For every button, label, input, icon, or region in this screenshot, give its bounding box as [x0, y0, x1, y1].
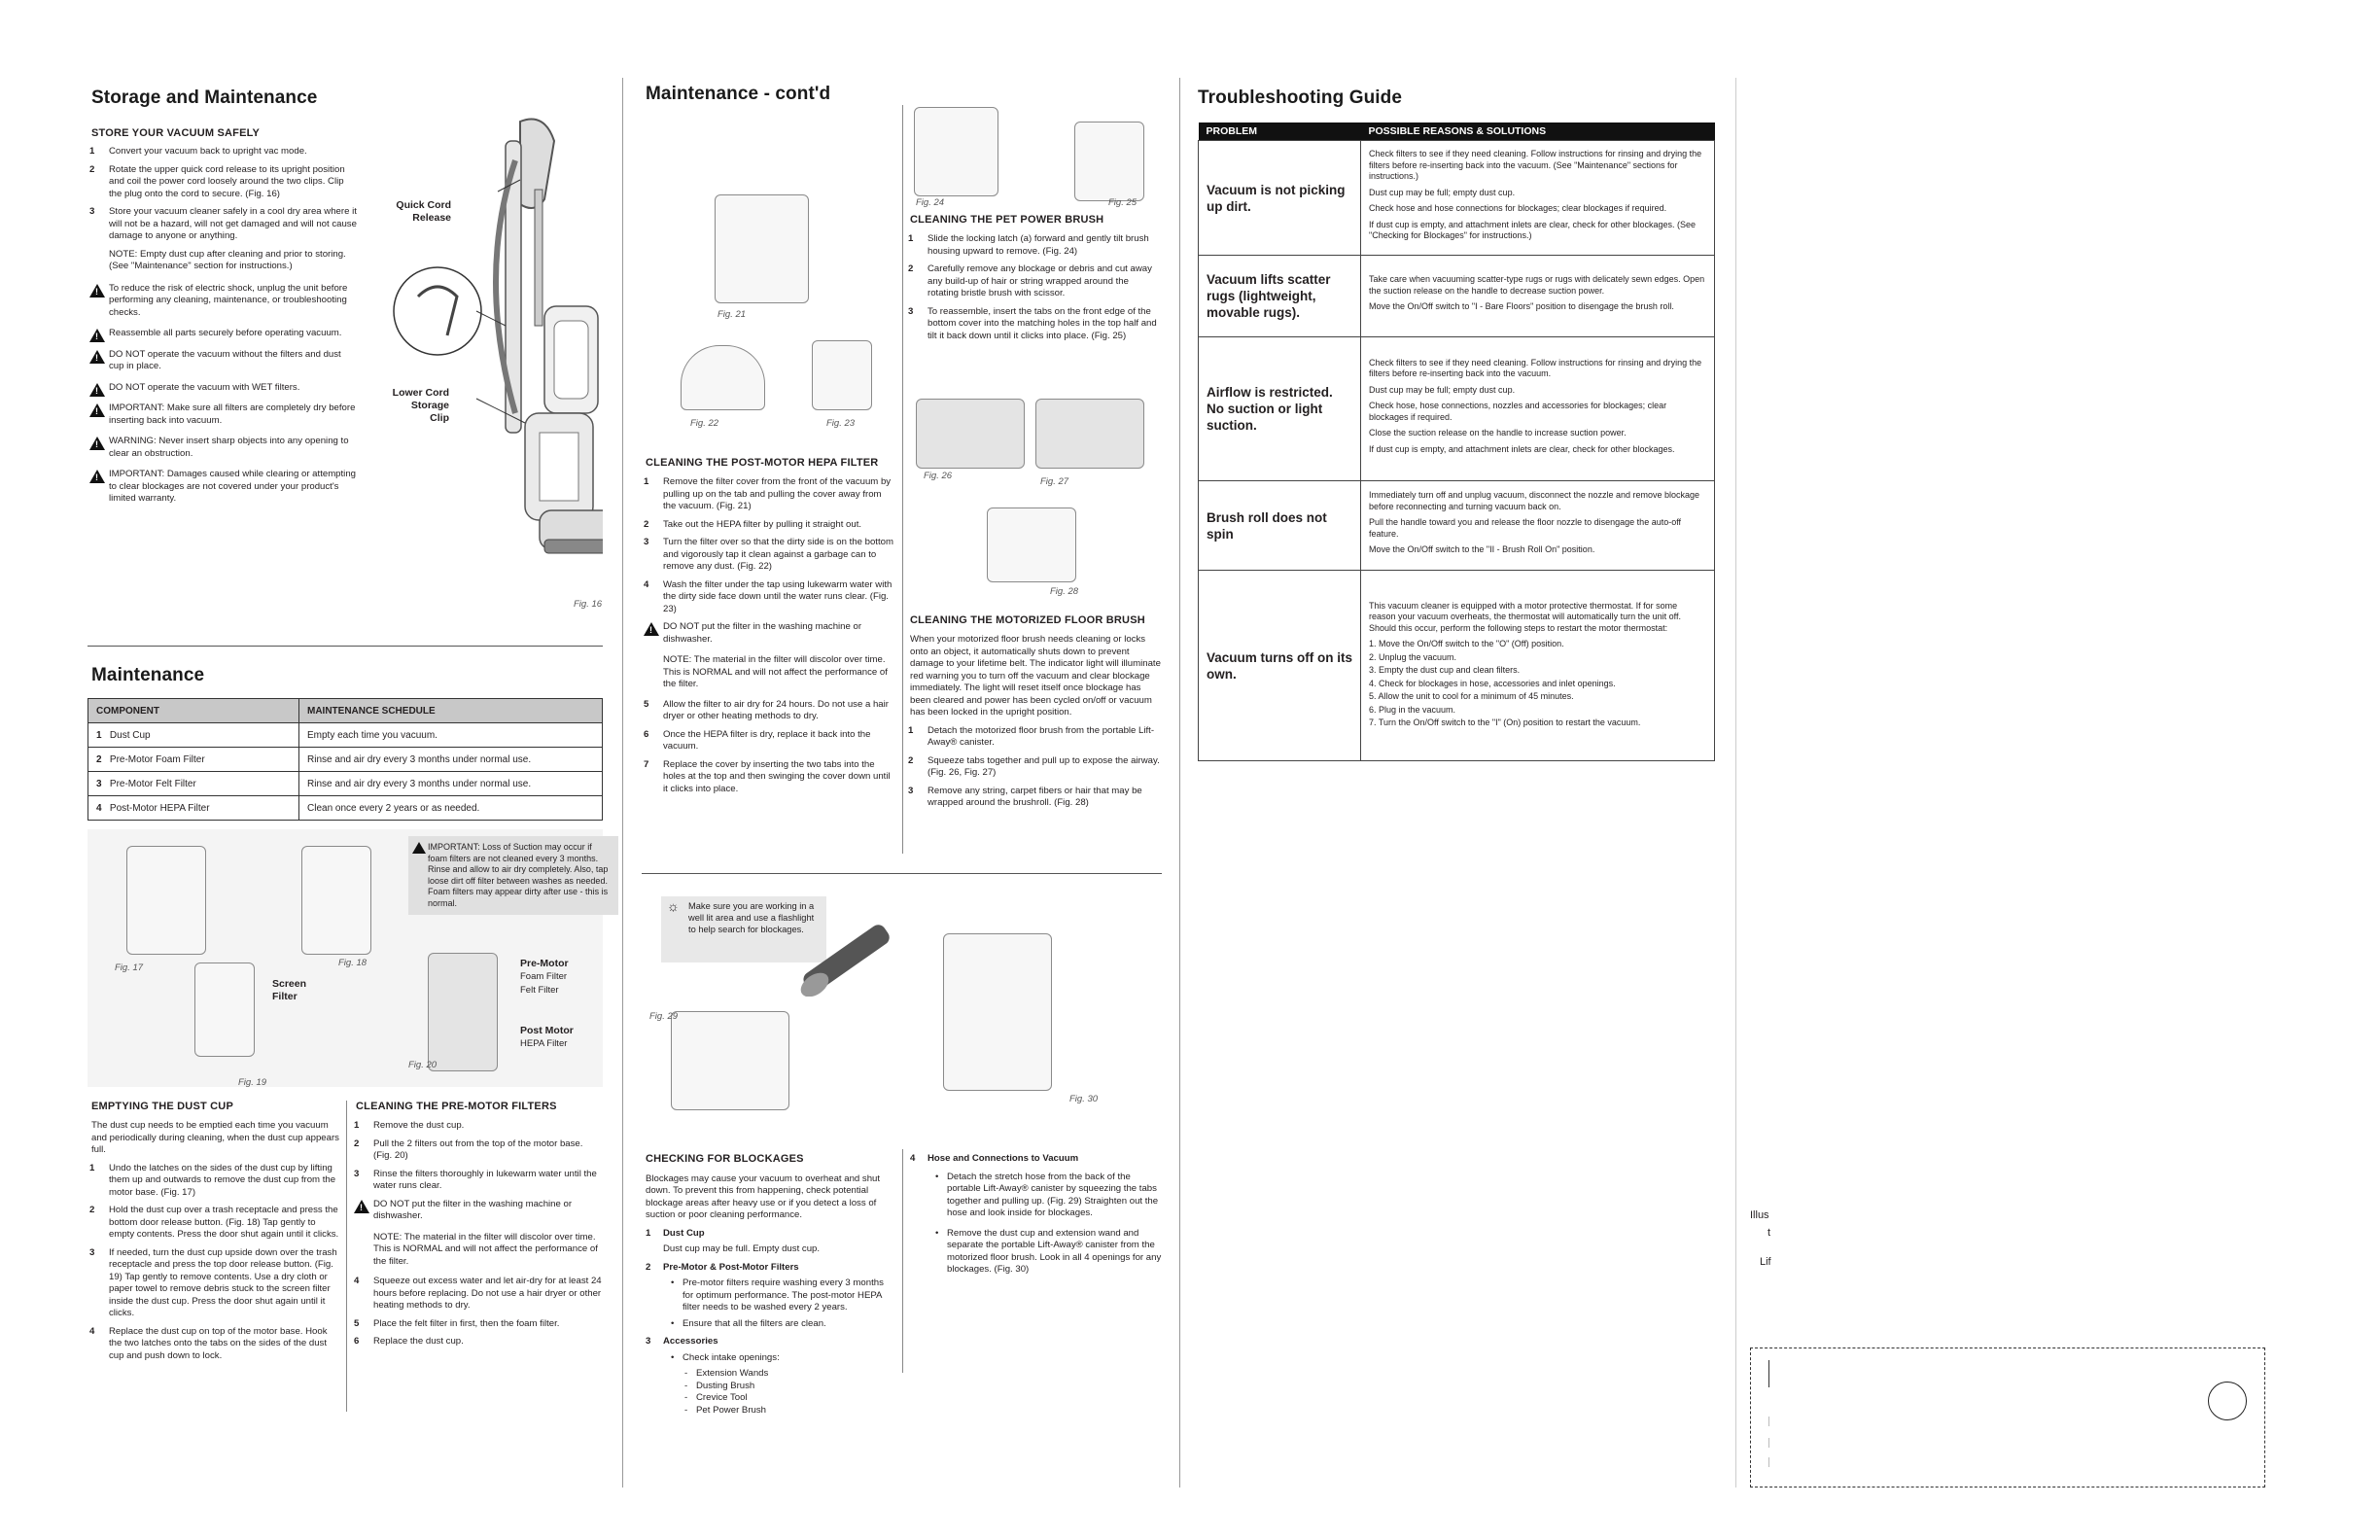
- fig-26-caption: Fig. 26: [924, 471, 953, 481]
- floor-heading: CLEANING THE MOTORIZED FLOOR BRUSH: [910, 614, 1145, 626]
- header-component: COMPONENT: [88, 699, 299, 723]
- warning-icon: [89, 383, 105, 397]
- tap-illustration: [812, 340, 872, 410]
- table-header-row: [88, 699, 603, 723]
- hepa-step: 4 Wash the filter under the tap using lukewarm water with the dirty side face down until the water runs clear. (Fig. 23): [644, 578, 892, 614]
- pet-heading: CLEANING THE PET POWER BRUSH: [910, 214, 1104, 226]
- warning-icon: [89, 350, 105, 364]
- garbage-can-illustration: [681, 345, 765, 410]
- fig-28-caption: Fig. 28: [1050, 586, 1079, 597]
- label-pre-motor: Pre-Motor: [520, 958, 569, 969]
- pet-step: 1 Slide the locking latch (a) forward and gently tilt brush housing upward to remove. (Fig. 24): [908, 233, 1149, 257]
- accessory-list-item: - Pet Power Brush: [682, 1405, 896, 1418]
- table-row: 2 Pre-Motor Foam Filter Rinse and air dry every 3 months under normal use.: [88, 748, 603, 772]
- lightbulb-icon: ☼: [667, 898, 680, 914]
- cutoff-text: Illus: [1750, 1209, 1769, 1221]
- store-note: NOTE: Empty dust cup after cleaning and prior to storing. (See "Maintenance" section for instructions.): [109, 248, 346, 271]
- store-step: 1 Convert your vacuum back to upright vac mode.: [89, 146, 307, 157]
- block-heading: CHECKING FOR BLOCKAGES: [646, 1153, 804, 1165]
- warning-icon: [412, 842, 426, 854]
- label-quick-cord-release: Quick Cord Release: [396, 199, 451, 224]
- divider: [88, 646, 603, 647]
- cutoff-text: t: [1768, 1227, 1771, 1239]
- block-filter-item: • Ensure that all the filters are clean.: [671, 1318, 896, 1331]
- hepa-warning: ! DO NOT put the filter in the washing machine or dishwasher.: [642, 621, 896, 646]
- warning-sharp: ! WARNING: Never insert sharp objects into any opening to clear an obstruction.: [88, 436, 358, 460]
- accessory-list-item: - Crevice Tool: [682, 1392, 896, 1405]
- important-suction-box: IMPORTANT: Loss of Suction may occur if foam filters are not cleaned every 3 months. Rinse and allow to air dry completely. Also, tap loose dirt off filter between washes as needed. Foam filters may appear dirty after use - this is normal.: [408, 836, 618, 915]
- block-hose-item: • Remove the dust cup and extension wand and separate the portable Lift-Away® canister from the motorized floor brush. Look in all 4 openings for any blockages. (Fig. 30): [935, 1228, 1162, 1277]
- fig-20-caption: Fig. 20: [408, 1060, 438, 1070]
- hepa-heading: CLEANING THE POST-MOTOR HEPA FILTER: [646, 457, 879, 469]
- warning-icon: [354, 1200, 369, 1213]
- warning-icon: [89, 470, 105, 483]
- section-title-maintenance-contd: Maintenance - cont'd: [646, 84, 831, 104]
- label-lower-cord-storage: Lower Cord Storage Clip: [392, 387, 449, 424]
- pet-step: 2 Carefully remove any blockage or debris and cut away any build-up of hair or string wrapped around the rotating bristle brush with scissor.: [908, 263, 1152, 298]
- warning-icon: [89, 437, 105, 450]
- empty-step: 3 If needed, turn the dust cup upside down over the trash receptacle and press the top door release button. (Fig. 19) Tap gently to remove contents. Use a dry cloth or paper towel to remove debris stuck to the screen filter inside the dust cup. Press the door shut again until it clicks.: [89, 1246, 337, 1318]
- fig-19-caption: Fig. 19: [238, 1077, 267, 1088]
- store-step: 3 Store your vacuum cleaner safely in a cool dry area where it will not be a hazard, will not get damaged and will not cause damage to anyone or anything.: [89, 206, 357, 241]
- fig-25-caption: Fig. 25: [1108, 197, 1138, 208]
- floor-intro: When your motorized floor brush needs cleaning or locks onto an object, it automatically shuts down to prevent damage to your lifetime belt. The indicator light will illuminate red warning you to turn off the vacuum and clear blockage immediately. The light will reset itself once blockage has been cleared and power has been cycled on/off or vacuum has been locked in the upright position.: [910, 634, 1161, 718]
- section-title-troubleshooting: Troubleshooting Guide: [1198, 88, 1403, 108]
- table-row: Vacuum lifts scatter rugs (lightweight, movable rugs). Take care when vacuuming scatter-type rugs or rugs with delicately sewn edges. Open the suction release on the handle to decrease suction power. Move the On/Off switch to "I - Bare Floors" position to disengage the brush roll.: [1199, 256, 1715, 337]
- column-divider: [1735, 78, 1736, 1488]
- accessory-list-item: - Extension Wands: [682, 1368, 896, 1381]
- filter-base-illustration: [428, 953, 498, 1071]
- fig-29-caption: Fig. 29: [649, 1011, 679, 1022]
- coupon-box: [1750, 1348, 2265, 1488]
- pet-brush-illustration: [1074, 122, 1144, 201]
- pet-brush-section: [906, 214, 1162, 348]
- warning-filters: ! DO NOT operate the vacuum without the filters and dust cup in place.: [88, 349, 358, 373]
- section-title-maintenance: Maintenance: [91, 665, 205, 685]
- divider: [1768, 1417, 1769, 1426]
- floor-brush-illustration: [1035, 399, 1144, 469]
- store-heading: STORE YOUR VACUUM SAFELY: [91, 127, 261, 139]
- divider: [902, 1149, 903, 1373]
- cutoff-text: Lif: [1760, 1256, 1771, 1268]
- pre-warning: ! DO NOT put the filter in the washing machine or dishwasher.: [352, 1199, 603, 1223]
- empty-step: 4 Replace the dust cup on top of the motor base. Hook the two latches onto the tabs on the sides of the dust cup and push down to lock.: [89, 1325, 328, 1361]
- hose-connections-section: 4 Hose and Connections to Vacuum • Detach the stretch hose from the back of the portable Lift-Away® canister by squeezing the tabs together and pulling up. (Fig. 29) Straighten out the hose and look inside for blockages. • Remove the dust cup and extension wand and separate the portable Lift-Away® canister from the motorized floor brush. Look in all 4 openings for any blockages. (Fig. 30): [906, 1153, 1162, 1282]
- pre-step: 2 Pull the 2 filters out from the top of the motor base. (Fig. 20): [354, 1138, 583, 1161]
- hepa-step: 3 Turn the filter over so that the dirty side is on the bottom and vigorously tap it clean against a garbage can to remove any dust. (Fig. 22): [644, 537, 893, 572]
- warning-icon: [89, 329, 105, 342]
- warning-damages: ! IMPORTANT: Damages caused while clearing or attempting to clear blockages are not covered under your product's limited warranty.: [88, 469, 358, 506]
- tip-box: ☼ Make sure you are working in a well lit area and use a flashlight to help search for blockages.: [661, 896, 826, 962]
- filter-cover-illustration: [715, 194, 809, 303]
- empty-intro: The dust cup needs to be emptied each time you vacuum and periodically during cleaning, when the dust cup appears full.: [91, 1120, 339, 1155]
- pre-step: 4 Squeeze out excess water and let air-dry for at least 24 hours before replacing. Do not use a hair dryer or other heating methods to dry.: [354, 1276, 602, 1311]
- block-accessory-item: • Check intake openings:: [671, 1352, 896, 1365]
- label-post-motor: Post Motor: [520, 1025, 574, 1036]
- accessory-list-item: - Dusting Brush: [682, 1381, 896, 1393]
- pre-step: 1 Remove the dust cup.: [354, 1120, 465, 1131]
- table-header-row: [1199, 122, 1715, 141]
- store-step: 2 Rotate the upper quick cord release to its upright position and coil the power cord loosely around the two clips. Clip the plug onto the cord to secure. (Fig. 16): [89, 163, 345, 199]
- fig-27-caption: Fig. 27: [1040, 476, 1069, 487]
- brushroll-illustration: [987, 508, 1076, 582]
- column-divider: [1179, 78, 1180, 1488]
- divider: [346, 1101, 347, 1412]
- section-title-storage: Storage and Maintenance: [91, 88, 318, 108]
- warning-electric: ! To reduce the risk of electric shock, unplug the unit before performing any cleaning, maintenance, or troubleshooting checks.: [88, 283, 358, 320]
- label-screen-filter: Screen Filter: [272, 978, 307, 1002]
- floor-step: 2 Squeeze tabs together and pull up to expose the airway. (Fig. 26, Fig. 27): [908, 754, 1160, 778]
- block-filter-item: • Pre-motor filters require washing every 3 months for optimum performance. The post-motor HEPA filter needs to be washed every 2 years.: [671, 1278, 896, 1314]
- warning-dry: ! IMPORTANT: Make sure all filters are completely dry before inserting back into vacuum.: [88, 402, 358, 427]
- divider: [1768, 1438, 1769, 1448]
- pre-motor-filters-section: [352, 1101, 603, 1354]
- hepa-step: 6 Once the HEPA filter is dry, replace it back into the vacuum.: [644, 728, 871, 752]
- divider: [902, 105, 903, 854]
- circle-mark-icon: [2208, 1382, 2247, 1420]
- pre-step: 5 Place the felt filter in first, then the foam filter.: [354, 1317, 560, 1329]
- divider: [642, 873, 1162, 874]
- empty-heading: EMPTYING THE DUST CUP: [91, 1101, 233, 1112]
- block-hose-item: • Detach the stretch hose from the back of the portable Lift-Away® canister by squeezing the tabs together and pulling up. (Fig. 29) Straighten out the hose and look inside for blockages.: [935, 1172, 1162, 1220]
- table-row: Vacuum turns off on its own. This vacuum cleaner is equipped with a motor protective thermostat. If for some reason your vacuum overheats, the thermostat will automatically turn the unit off. Should this occur, perform the following steps to restart the motor thermostat: 1. Move the On/Off switch to the "O" (Off) position. 2. Unplug the vacuum. 3. Empty the dust cup and clean filters. 4. Check for blockages in hose, accessories and inlet openings. 5. Allow the unit to cool for a minimum of 45 minutes. 6. Plug in the vacuum. 7. Turn the On/Off switch to the "I" (On) position to restart the vacuum.: [1199, 571, 1715, 761]
- dust-cup-illustration: [194, 962, 255, 1057]
- divider: [1768, 1360, 1769, 1387]
- block-filters: Pre-Motor & Post-Motor Filters: [663, 1261, 799, 1273]
- header-problem: PROBLEM: [1199, 122, 1361, 141]
- blockages-section: CHECKING FOR BLOCKAGES Blockages may cause your vacuum to overheat and shut down. To prevent this from happening, check potential blockage areas after heavy use or if you detect a loss of suction or poor cleaning performance. 1 Dust Cup Dust cup may be full. Empty dust cup. 2 Pre-Motor & Post-Motor Filters • Pre-motor filters require washing every 3 months for optimum performance. The post-motor HEPA filter needs to be washed every 2 years. • Ensure that all the filters are clean. 3 Accessories • Check intake openings: - Extension Wands - Dusting Brush - Crevice Tool - Pet Power Brush: [642, 1153, 896, 1417]
- table-row: Brush roll does not spin Immediately turn off and unplug vacuum, disconnect the nozzle and remove blockage before reconnecting and turning vacuum back on. Pull the handle toward you and release the floor nozzle to disengage the auto-off feature. Move the On/Off switch to the "II - Brush Roll On" position.: [1199, 481, 1715, 571]
- hepa-step: 7 Replace the cover by inserting the two tabs into the holes at the top and then swinging the cover down until it clicks into place.: [644, 758, 891, 794]
- warning-icon: [89, 403, 105, 417]
- label-felt-filter: Felt Filter: [520, 985, 559, 996]
- header-schedule: MAINTENANCE SCHEDULE: [299, 699, 603, 723]
- pet-step: 3 To reassemble, insert the tabs on the front edge of the bottom cover into the matching holes in the top half and tilt it back down until it clicks into place. (Fig. 25): [908, 305, 1157, 341]
- hepa-step: 1 Remove the filter cover from the front of the vacuum by pulling up on the tab and pulling the cover away from the vacuum. (Fig. 21): [644, 476, 892, 511]
- header-solutions: POSSIBLE REASONS & SOLUTIONS: [1361, 122, 1715, 141]
- pet-brush-illustration: [914, 107, 998, 196]
- fig-16-caption: Fig. 16: [574, 599, 603, 610]
- empty-step: 1 Undo the latches on the sides of the dust cup by lifting them up and outwards to remove the dust cup from the motor base. (Fig. 17): [89, 1162, 336, 1198]
- block-dust-cup: Dust Cup: [663, 1227, 705, 1239]
- block-accessories: Accessories: [663, 1336, 718, 1347]
- dust-cup-illustration: [301, 846, 371, 955]
- hepa-step: 2 Take out the HEPA filter by pulling it straight out.: [644, 518, 862, 530]
- floor-brush-section: [906, 614, 1162, 816]
- block-dust-cup-text: Dust cup may be full. Empty dust cup.: [663, 1243, 821, 1254]
- emptying-dust-cup-section: [88, 1101, 342, 1368]
- hepa-filter-section: [642, 457, 896, 801]
- block-hose: Hose and Connections to Vacuum: [928, 1153, 1079, 1164]
- fig-30-caption: Fig. 30: [1069, 1094, 1099, 1104]
- block-intro: Blockages may cause your vacuum to overheat and shut down. To prevent this from happening, check potential blockage areas after heavy use or if you detect a loss of suction or poor cleaning performance.: [646, 1172, 881, 1220]
- store-steps: [88, 146, 358, 514]
- pre-step: 6 Replace the dust cup.: [354, 1336, 464, 1347]
- troubleshooting-table: [1198, 122, 1715, 761]
- fig-22-caption: Fig. 22: [690, 418, 719, 429]
- upright-vacuum-illustration: [360, 102, 603, 608]
- pre-note: NOTE: The material in the filter will discolor over time. This is NORMAL and will not affect the performance of the filter.: [373, 1231, 598, 1267]
- empty-step: 2 Hold the dust cup over a trash receptacle and press the bottom door release button. (Fig. 18) Tap gently to empty contents. Press the door shut again until it clicks.: [89, 1205, 339, 1240]
- table-row: 3 Pre-Motor Felt Filter Rinse and air dry every 3 months under normal use.: [88, 772, 603, 796]
- floor-step: 1 Detach the motorized floor brush from the portable Lift-Away® canister.: [908, 724, 1155, 748]
- warning-icon: [644, 622, 659, 636]
- table-row: Vacuum is not picking up dirt. Check filters to see if they need cleaning. Follow instructions for rinsing and drying the filters before re-inserting back into the vacuum. (See "Maintenance" sections for instructions.) Dust cup may be full; empty dust cup. Check hose and hose connections for blockages; clear blockages if required. If dust cup is empty, and attachment inlets are clear, check for other blockages. (See "Checking for Blockages" for instructions.): [1199, 141, 1715, 256]
- label-foam-filter: Foam Filter: [520, 971, 568, 982]
- warning-icon: [89, 284, 105, 298]
- warning-wet: ! DO NOT operate the vacuum with WET filters.: [88, 382, 358, 395]
- fig-23-caption: Fig. 23: [826, 418, 856, 429]
- table-row: 1 Dust Cup Empty each time you vacuum.: [88, 723, 603, 748]
- hose-illustration: [671, 1011, 789, 1110]
- fig-17-caption: Fig. 17: [115, 962, 144, 973]
- table-row: 4 Post-Motor HEPA Filter Clean once every 2 years or as needed.: [88, 796, 603, 821]
- hepa-note: NOTE: The material in the filter will discolor over time. This is NORMAL and will not affect the performance of the filter.: [663, 654, 888, 689]
- fig-21-caption: Fig. 21: [718, 309, 747, 320]
- maintenance-table: [88, 698, 603, 821]
- fig-18-caption: Fig. 18: [338, 958, 368, 968]
- pre-heading: CLEANING THE PRE-MOTOR FILTERS: [356, 1101, 557, 1112]
- divider: [1768, 1457, 1769, 1467]
- column-divider: [622, 78, 623, 1488]
- warning-reassemble: ! Reassemble all parts securely before operating vacuum.: [88, 328, 358, 340]
- label-hepa-filter: HEPA Filter: [520, 1038, 568, 1049]
- table-row: Airflow is restricted. No suction or light suction. Check filters to see if they need cleaning. Follow instructions for rinsing and drying the filters before re-inserting back into the vacuum. Dust cup may be full; empty dust cup. Check hose, hose connections, nozzles and accessories for blockages; clear blockages if required. Close the suction release on the handle to increase suction power. If dust cup is empty, and attachment inlets are clear, check for other blockages.: [1199, 337, 1715, 481]
- flashlight-illustration: [788, 909, 904, 997]
- floor-step: 3 Remove any string, carpet fibers or hair that may be wrapped around the brushroll. (Fig. 28): [908, 785, 1142, 808]
- canister-illustration: [943, 933, 1052, 1091]
- hepa-step: 5 Allow the filter to air dry for 24 hours. Do not use a hair dryer or other heating methods to dry.: [644, 698, 889, 721]
- floor-brush-illustration: [916, 399, 1025, 469]
- fig-24-caption: Fig. 24: [916, 197, 945, 208]
- dust-cup-illustration: [126, 846, 206, 955]
- pre-step: 3 Rinse the filters thoroughly in lukewarm water until the water runs clear.: [354, 1168, 597, 1191]
